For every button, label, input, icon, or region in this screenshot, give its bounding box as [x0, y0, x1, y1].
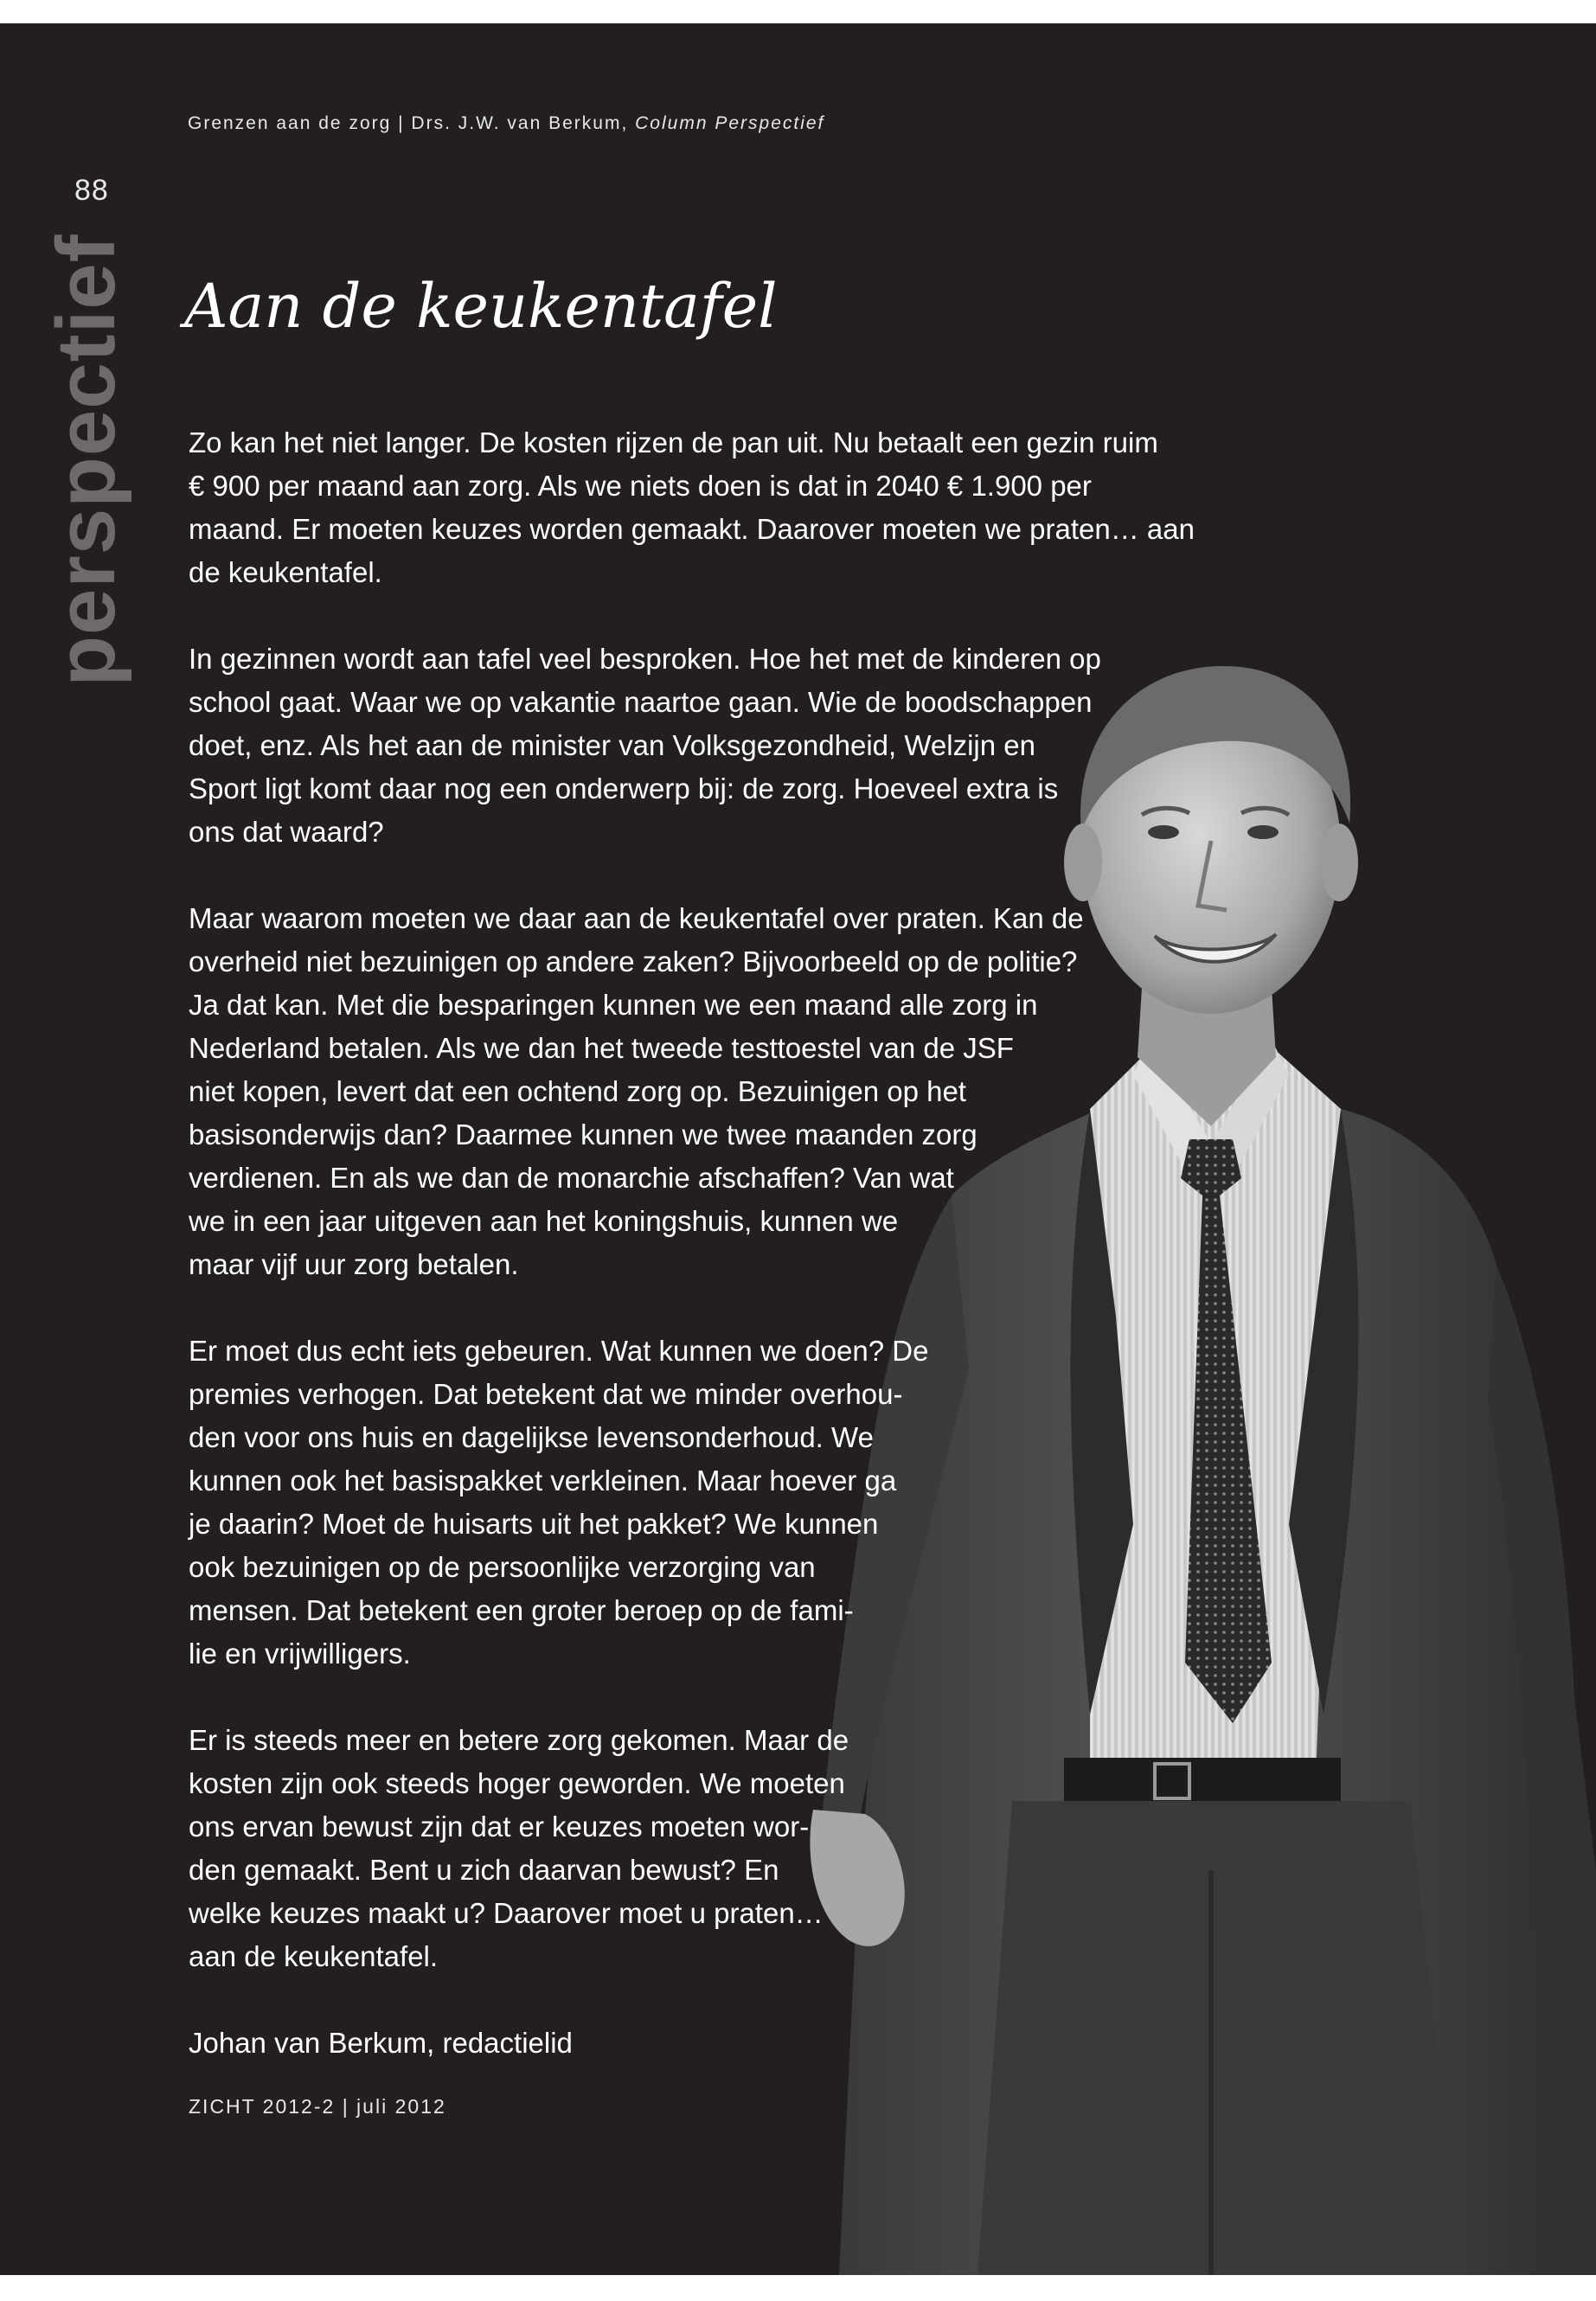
body-paragraph	[189, 897, 1175, 1286]
article-body	[189, 421, 1195, 2065]
body-paragraph	[189, 638, 1175, 854]
section-tab	[35, 234, 138, 687]
running-head	[188, 113, 824, 134]
text-line: lie en vrijwilligers.	[189, 1638, 411, 1670]
text-line: basisonderwijs dan? Daarmee kunnen we twee maanden zorg	[189, 1118, 977, 1150]
text-line: mensen. Dat betekent een groter beroep op de fami-	[189, 1594, 854, 1626]
text-line: niet kopen, levert dat een ochtend zorg op. Bezuinigen op het	[189, 1075, 966, 1107]
text-line: verdienen. En als we dan de monarchie afschaffen? Van wat	[189, 1162, 954, 1194]
text-line: ons ervan bewust zijn dat er keuzes moeten wor-	[189, 1811, 810, 1843]
text-line: In gezinnen wordt aan tafel veel besproken. Hoe het met de kinderen op	[189, 643, 1101, 675]
text-line: de keukentafel.	[189, 556, 382, 588]
running-head-text: Grenzen aan de zorg | Drs. J.W. van Berkum,	[188, 113, 636, 133]
text-line: overheid niet bezuinigen op andere zaken? Bijvoorbeeld op de politie?	[189, 945, 1078, 977]
text-line: Er is steeds meer en betere zorg gekomen. Maar de	[189, 1724, 849, 1756]
text-line: maar vijf uur zorg betalen.	[189, 1248, 519, 1280]
running-head-column-name: Column Perspectief	[635, 113, 825, 133]
text-line: kunnen ook het basispakket verkleinen. Maar hoever ga	[189, 1465, 897, 1497]
text-line: kosten zijn ook steeds hoger geworden. We moeten	[189, 1767, 845, 1799]
page-number: 88	[74, 174, 109, 207]
text-line: we in een jaar uitgeven aan het koningshuis, kunnen we	[189, 1205, 899, 1237]
text-line: school gaat. Waar we op vakantie naartoe gaan. Wie de boodschappen	[189, 686, 1093, 718]
text-line: je daarin? Moet de huisarts uit het pakket? We kunnen	[189, 1508, 879, 1540]
text-line: Nederland betalen. Als we dan het tweede testtoestel van de JSF	[189, 1032, 1014, 1064]
text-line: Zo kan het niet langer. De kosten rijzen de pan uit. Nu betaalt een gezin ruim	[189, 426, 1158, 458]
text-line: ook bezuinigen op de persoonlijke verzorging van	[189, 1551, 816, 1583]
text-line: den gemaakt. Bent u zich daarvan bewust? En	[189, 1854, 779, 1886]
text-line: doet, enz. Als het aan de minister van Volksgezondheid, Welzijn en	[189, 729, 1035, 761]
magazine-page	[0, 23, 1596, 2275]
text-line: den voor ons huis en dagelijkse levensonderhoud. We	[189, 1421, 874, 1453]
text-line: € 900 per maand aan zorg. Als we niets doen is dat in 2040 € 1.900 per	[189, 470, 1092, 502]
footer-issue-info: ZICHT 2012-2 | juli 2012	[189, 2095, 446, 2118]
text-line: premies verhogen. Dat betekent dat we minder overhou-	[189, 1378, 903, 1410]
text-line: Ja dat kan. Met die besparingen kunnen we een maand alle zorg in	[189, 989, 1038, 1021]
signature: Johan van Berkum, redactielid	[189, 2027, 573, 2059]
text-line: Er moet dus echt iets gebeuren. Wat kunnen we doen? De	[189, 1335, 929, 1367]
text-line: ons dat waard?	[189, 816, 384, 848]
body-paragraph	[189, 1330, 1175, 1676]
article-title: Aan de keukentafel	[184, 271, 778, 342]
paragraph-list	[189, 421, 1195, 1978]
text-line: Sport ligt komt daar nog een onderwerp bij: de zorg. Hoeveel extra is	[189, 772, 1059, 804]
text-line: aan de keukentafel.	[189, 1940, 439, 1972]
text-line: welke keuzes maakt u? Daarover moet u praten…	[189, 1897, 824, 1929]
section-label: perspectief	[40, 234, 132, 687]
text-line: Maar waarom moeten we daar aan de keukentafel over praten. Kan de	[189, 902, 1084, 934]
body-paragraph	[189, 421, 1195, 594]
body-paragraph	[189, 1719, 1175, 1978]
text-line: maand. Er moeten keuzes worden gemaakt. Daarover moeten we praten… aan	[189, 513, 1195, 545]
